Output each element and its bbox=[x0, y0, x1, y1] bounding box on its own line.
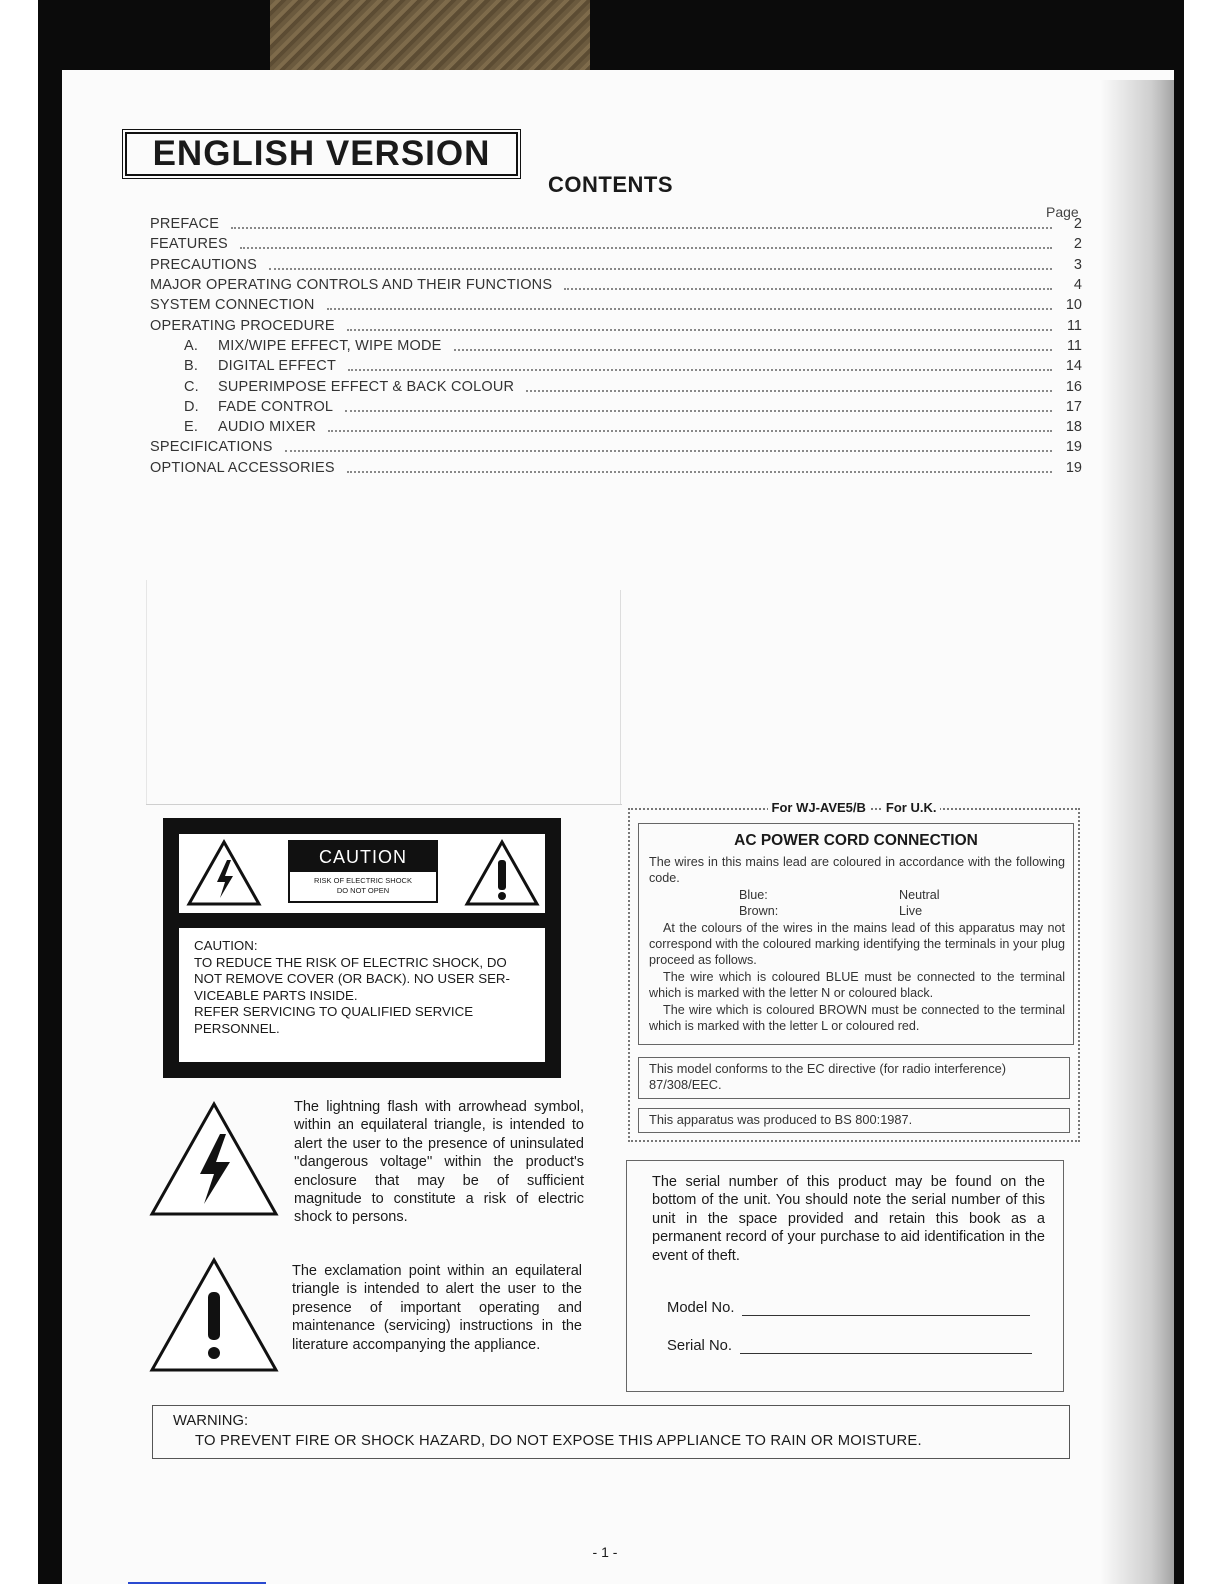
warning-title: WARNING: bbox=[173, 1413, 249, 1429]
caution-badge-title: CAUTION bbox=[290, 842, 436, 872]
caution-label-panel bbox=[163, 818, 561, 1078]
caution-text-area bbox=[179, 928, 545, 1062]
toc-row[interactable] bbox=[150, 417, 1082, 437]
toc-leader bbox=[526, 390, 1052, 392]
toc-row[interactable] bbox=[150, 295, 1082, 315]
toc-page: 2 bbox=[1073, 236, 1082, 253]
exclamation-explanation: The exclamation point within an equilateral triangle is intended to alert the user to the presence of important operating and maintenance (servicing) instructions in the literature accompanying the appliance. bbox=[292, 1263, 582, 1353]
wire-role: Neutral bbox=[899, 887, 940, 902]
serial-number-field[interactable] bbox=[667, 1338, 1032, 1354]
toc-page: 17 bbox=[1065, 398, 1082, 415]
toc-letter: A. bbox=[184, 337, 199, 354]
toc-leader bbox=[347, 471, 1052, 473]
faint-rule bbox=[146, 580, 147, 805]
toc-page: 11 bbox=[1066, 317, 1082, 334]
caution-badge bbox=[288, 840, 438, 903]
warning-box bbox=[152, 1405, 1070, 1459]
toc-leader bbox=[240, 247, 1052, 249]
toc-text: AUDIO MIXER bbox=[218, 419, 317, 436]
faint-rule bbox=[620, 590, 621, 805]
exclamation-warning-icon bbox=[463, 838, 541, 908]
caution-badge-line: RISK OF ELECTRIC SHOCK bbox=[314, 876, 412, 885]
lightning-warning-icon bbox=[185, 838, 263, 908]
exclamation-symbol-icon bbox=[148, 1256, 280, 1374]
toc-page: 4 bbox=[1073, 277, 1082, 294]
serial-number-line bbox=[740, 1353, 1032, 1354]
toc-letter: B. bbox=[184, 358, 199, 375]
warning-text: TO PREVENT FIRE OR SHOCK HAZARD, DO NOT EXPOSE THIS APPLIANCE TO RAIN OR MOISTURE. bbox=[195, 1433, 922, 1449]
ac-paragraph: The wire which is coloured BLUE must be connected to the terminal which is marked with the letter N or coloured black. bbox=[649, 969, 1065, 1001]
wire-colour: Blue: bbox=[739, 887, 768, 902]
toc-row[interactable] bbox=[150, 376, 1082, 396]
toc-label: FEATURES bbox=[150, 236, 234, 252]
ac-power-cord-box bbox=[638, 823, 1074, 1045]
uk-model-label: For WJ-AVE5/B bbox=[768, 800, 870, 815]
caution-line: VICEABLE PARTS INSIDE. bbox=[194, 987, 358, 1003]
toc-letter: D. bbox=[184, 398, 199, 415]
caution-line: NOT REMOVE COVER (OR BACK). NO USER SER- bbox=[194, 971, 510, 986]
toc-label bbox=[150, 399, 339, 415]
toc-label: OPERATING PROCEDURE bbox=[150, 318, 341, 334]
lightning-explanation: The lightning flash with arrowhead symbol, within an equilateral triangle, is intended to alert the user to the presence of uninsulated ''dangerous voltage'' within the product's enclosure that may be of sufficient magnitude to constitute a risk of electric shock to persons. bbox=[294, 1099, 584, 1226]
toc-page: 11 bbox=[1066, 337, 1082, 354]
caution-line: TO REDUCE THE RISK OF ELECTRIC SHOCK, DO bbox=[194, 954, 507, 970]
wire-colour: Brown: bbox=[739, 904, 779, 919]
toc-row[interactable] bbox=[150, 437, 1082, 457]
toc-letter: E. bbox=[184, 419, 199, 436]
toc-label: PREFACE bbox=[150, 216, 225, 232]
toc-label: OPTIONAL ACCESSORIES bbox=[150, 460, 341, 476]
model-number-field[interactable] bbox=[667, 1300, 1030, 1316]
toc-row[interactable] bbox=[150, 336, 1082, 356]
toc-leader bbox=[231, 227, 1052, 229]
toc-leader bbox=[454, 349, 1052, 351]
ac-title: AC POWER CORD CONNECTION bbox=[734, 832, 978, 849]
toc-label: MAJOR OPERATING CONTROLS AND THEIR FUNCTIONS bbox=[150, 277, 558, 293]
caution-line: CAUTION: bbox=[194, 938, 258, 953]
toc-label: SYSTEM CONNECTION bbox=[150, 297, 321, 313]
toc-text: DIGITAL EFFECT bbox=[218, 358, 336, 375]
toc-text: MIX/WIPE EFFECT, WIPE MODE bbox=[218, 337, 442, 354]
toc-leader bbox=[345, 410, 1052, 412]
toc-label bbox=[150, 358, 342, 374]
page-shadow bbox=[1100, 80, 1174, 1584]
toc-page: 14 bbox=[1065, 358, 1082, 375]
uk-region-label: For U.K. bbox=[882, 800, 941, 815]
toc-page: 2 bbox=[1073, 216, 1082, 233]
toc-label: SPECIFICATIONS bbox=[150, 439, 279, 455]
toc-label: PRECAUTIONS bbox=[150, 257, 263, 273]
ac-body bbox=[649, 854, 1065, 1034]
faint-rule bbox=[146, 804, 622, 805]
ac-paragraph: At the colours of the wires in the mains lead of this apparatus may not correspond with the coloured marking identifying the terminals in your plug proceed as follows. bbox=[649, 920, 1065, 968]
serial-instructions: The serial number of this product may be found on the bottom of the unit. You should note the serial number of this unit in the space provided and retain this book as a permanent record of your purchase to aid identification in the event of theft. bbox=[652, 1174, 1045, 1264]
toc-letter: C. bbox=[184, 378, 199, 395]
caution-header-strip bbox=[179, 834, 545, 913]
bs-standard-box: This apparatus was produced to BS 800:1987. bbox=[638, 1108, 1070, 1133]
lightning-symbol-icon bbox=[148, 1100, 280, 1218]
wire-code-row bbox=[649, 887, 1065, 903]
wire-role: Live bbox=[899, 904, 923, 919]
caution-line: REFER SERVICING TO QUALIFIED SERVICE bbox=[194, 1004, 474, 1019]
toc-page: 19 bbox=[1065, 459, 1082, 476]
toc-row[interactable] bbox=[150, 275, 1082, 295]
table-of-contents bbox=[150, 214, 1082, 478]
caution-badge-line: DO NOT OPEN bbox=[336, 886, 390, 895]
serial-number-box bbox=[626, 1160, 1064, 1392]
toc-label bbox=[150, 338, 448, 354]
toc-leader bbox=[285, 450, 1052, 452]
toc-row[interactable] bbox=[150, 397, 1082, 417]
model-number-label: Model No. bbox=[667, 1300, 735, 1316]
toc-page: 10 bbox=[1065, 297, 1082, 314]
toc-page: 16 bbox=[1065, 378, 1082, 395]
toc-leader bbox=[348, 369, 1052, 371]
toc-label bbox=[150, 419, 322, 435]
toc-row[interactable] bbox=[150, 255, 1082, 275]
fabric-edge bbox=[270, 0, 590, 78]
ec-directive-box: This model conforms to the EC directive (for radio interference) 87/308/EEC. bbox=[638, 1057, 1070, 1099]
toc-row[interactable] bbox=[150, 315, 1082, 335]
toc-label bbox=[150, 379, 520, 395]
toc-row[interactable] bbox=[150, 356, 1082, 376]
caution-text bbox=[194, 938, 531, 1037]
toc-leader bbox=[564, 288, 1052, 290]
model-number-line bbox=[742, 1315, 1030, 1316]
toc-page: 18 bbox=[1065, 419, 1082, 436]
toc-text: FADE CONTROL bbox=[218, 398, 334, 415]
toc-leader bbox=[327, 308, 1052, 310]
caution-line: PERSONNEL. bbox=[194, 1020, 280, 1036]
toc-leader bbox=[269, 268, 1052, 270]
toc-row[interactable] bbox=[150, 214, 1082, 234]
toc-row[interactable] bbox=[150, 234, 1082, 254]
uk-section-header bbox=[625, 800, 1083, 815]
english-version-title: ENGLISH VERSION bbox=[125, 132, 518, 176]
toc-page: 3 bbox=[1073, 256, 1082, 273]
toc-page: 19 bbox=[1065, 439, 1082, 456]
page-number: - 1 - bbox=[592, 1544, 618, 1560]
serial-number-label: Serial No. bbox=[667, 1338, 732, 1354]
ac-paragraph: The wires in this mains lead are coloured in accordance with the following code. bbox=[649, 855, 1065, 886]
toc-row[interactable] bbox=[150, 458, 1082, 478]
wire-code-row bbox=[649, 903, 1065, 919]
toc-leader bbox=[328, 430, 1052, 432]
contents-title: CONTENTS bbox=[548, 172, 673, 197]
toc-leader bbox=[347, 329, 1052, 331]
toc-text: SUPERIMPOSE EFFECT & BACK COLOUR bbox=[218, 378, 515, 395]
page-column-header: Page bbox=[1046, 204, 1079, 220]
ac-paragraph: The wire which is coloured BROWN must be connected to the terminal which is marked with the letter L or coloured red. bbox=[649, 1002, 1065, 1034]
